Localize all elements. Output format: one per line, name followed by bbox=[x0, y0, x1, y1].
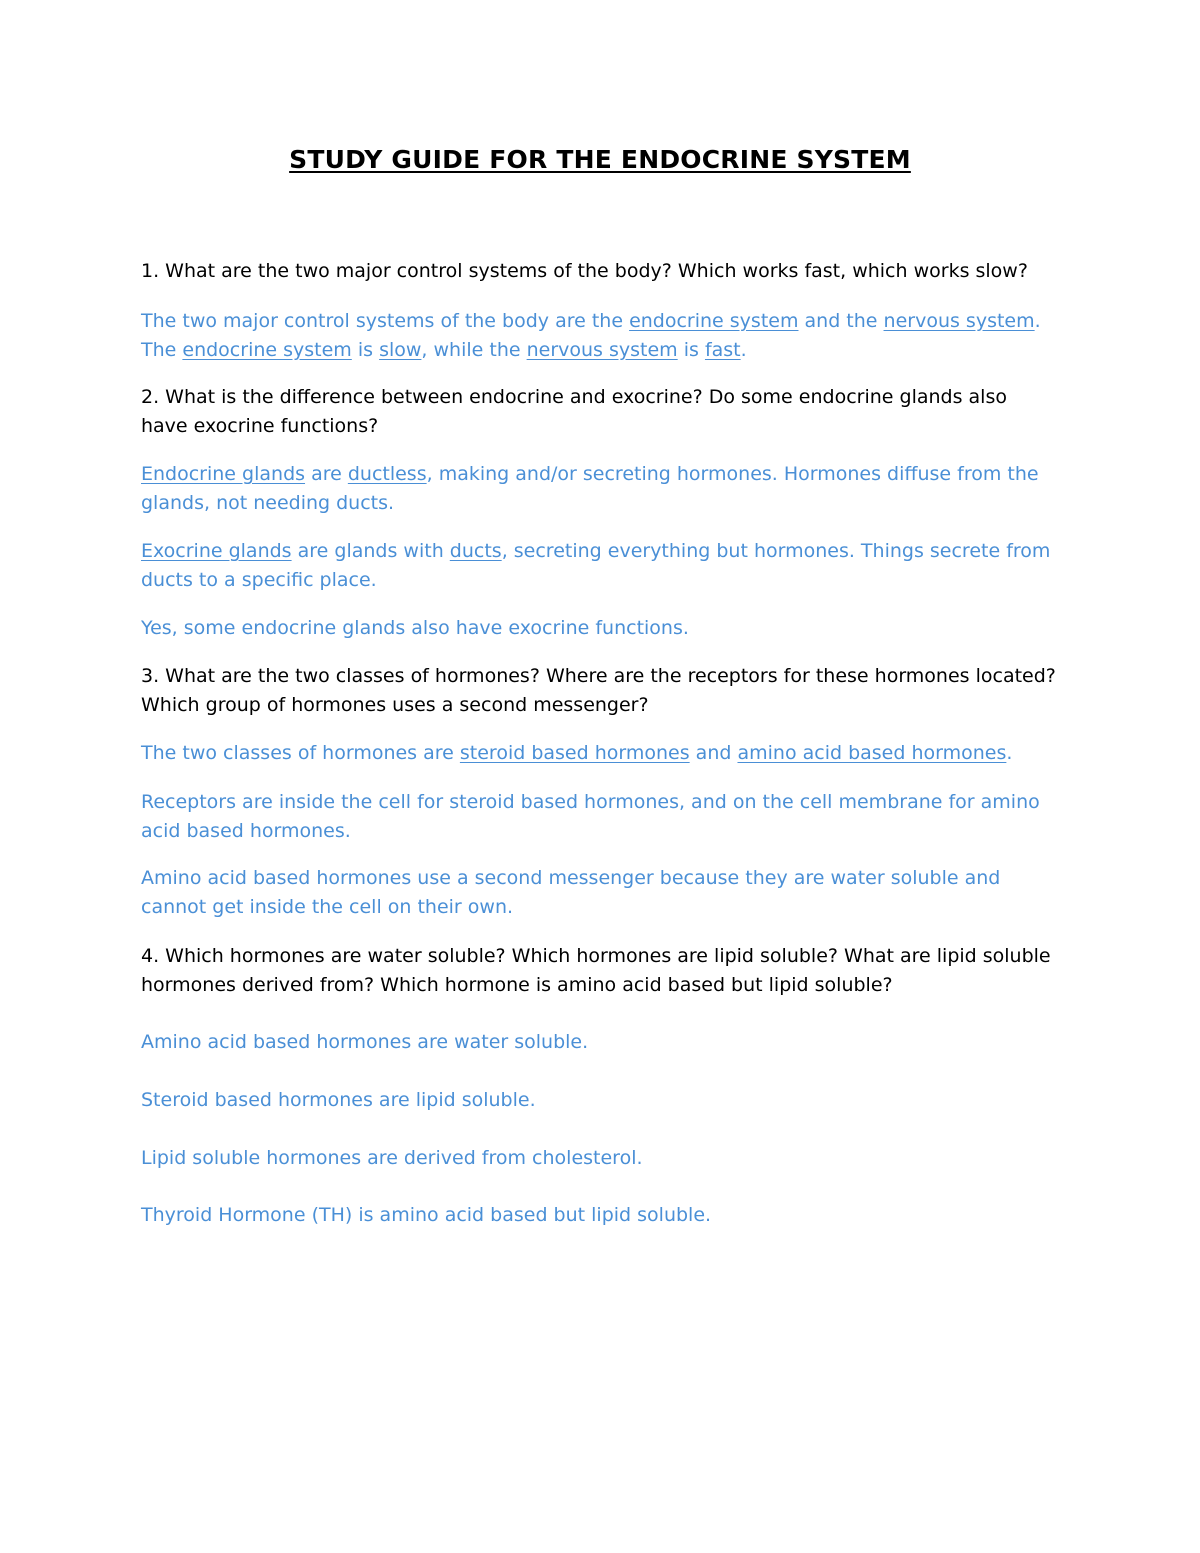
underlined-term: ducts bbox=[449, 540, 502, 562]
answer-text: are bbox=[305, 463, 348, 485]
underlined-term: amino acid based hormones bbox=[737, 742, 1007, 764]
answer-2-exocrine bbox=[141, 537, 1056, 595]
answer-text: . The bbox=[141, 310, 1041, 361]
underlined-term: endocrine system bbox=[182, 339, 352, 361]
answer-3-second-messenger: Amino acid based hormones use a second messenger because they are water soluble and cannot get inside the cell on their own. bbox=[141, 867, 1001, 918]
underlined-term: steroid based hormones bbox=[459, 742, 690, 764]
underlined-term: fast bbox=[704, 339, 741, 361]
answer-text: . bbox=[1006, 742, 1013, 764]
answer-text: The two classes of hormones are bbox=[141, 742, 460, 764]
answer-text: . bbox=[740, 339, 747, 361]
answer-text: The two major control systems of the body are the bbox=[141, 310, 630, 332]
answer-text: is bbox=[677, 339, 705, 361]
answer-2-endocrine bbox=[141, 460, 1056, 518]
underlined-term: nervous system bbox=[526, 339, 678, 361]
answer-3-classes bbox=[141, 739, 1056, 768]
answer-1 bbox=[141, 307, 1056, 365]
question-2: 2. What is the difference between endocrine and exocrine? Do some endocrine glands also have exocrine functions? bbox=[141, 386, 1007, 437]
answer-text: is bbox=[351, 339, 380, 361]
answer-2-yes: Yes, some endocrine glands also have exocrine functions. bbox=[141, 617, 689, 639]
question-4: 4. Which hormones are water soluble? Which hormones are lipid soluble? What are lipid soluble hormones derived from? Which hormone is amino acid based but lipid soluble? bbox=[141, 945, 1051, 996]
answer-text: , making and/or secreting hormones. Hormones diffuse from the glands, not needing ducts. bbox=[141, 463, 1039, 514]
underlined-term: nervous system bbox=[883, 310, 1035, 332]
answer-4-lipid-soluble: Steroid based hormones are lipid soluble. bbox=[141, 1089, 536, 1111]
underlined-term: endocrine system bbox=[629, 310, 799, 332]
underlined-term: Exocrine glands bbox=[141, 540, 292, 562]
answer-4-water-soluble: Amino acid based hormones are water soluble. bbox=[141, 1031, 589, 1053]
answer-text: , while the bbox=[421, 339, 527, 361]
answer-text: , secreting everything but hormones. Things secrete from ducts to a specific place. bbox=[141, 540, 1051, 591]
underlined-term: ductless bbox=[347, 463, 427, 485]
answer-4-cholesterol: Lipid soluble hormones are derived from cholesterol. bbox=[141, 1147, 643, 1169]
answer-text: and the bbox=[798, 310, 884, 332]
question-3: 3. What are the two classes of hormones? Where are the receptors for these hormones located? Which group of hormones uses a second messenger? bbox=[141, 665, 1056, 716]
answer-text: and bbox=[689, 742, 738, 764]
answer-text: are glands with bbox=[291, 540, 450, 562]
question-1: 1. What are the two major control systems of the body? Which works fast, which works slow? bbox=[141, 260, 1028, 282]
underlined-term: Endocrine glands bbox=[141, 463, 306, 485]
underlined-term: slow bbox=[379, 339, 422, 361]
answer-4-thyroid: Thyroid Hormone (TH) is amino acid based but lipid soluble. bbox=[141, 1204, 712, 1226]
answer-3-receptors: Receptors are inside the cell for steroid based hormones, and on the cell membrane for amino acid based hormones. bbox=[141, 791, 1040, 842]
document-title: STUDY GUIDE FOR THE ENDOCRINE SYSTEM bbox=[289, 145, 911, 174]
